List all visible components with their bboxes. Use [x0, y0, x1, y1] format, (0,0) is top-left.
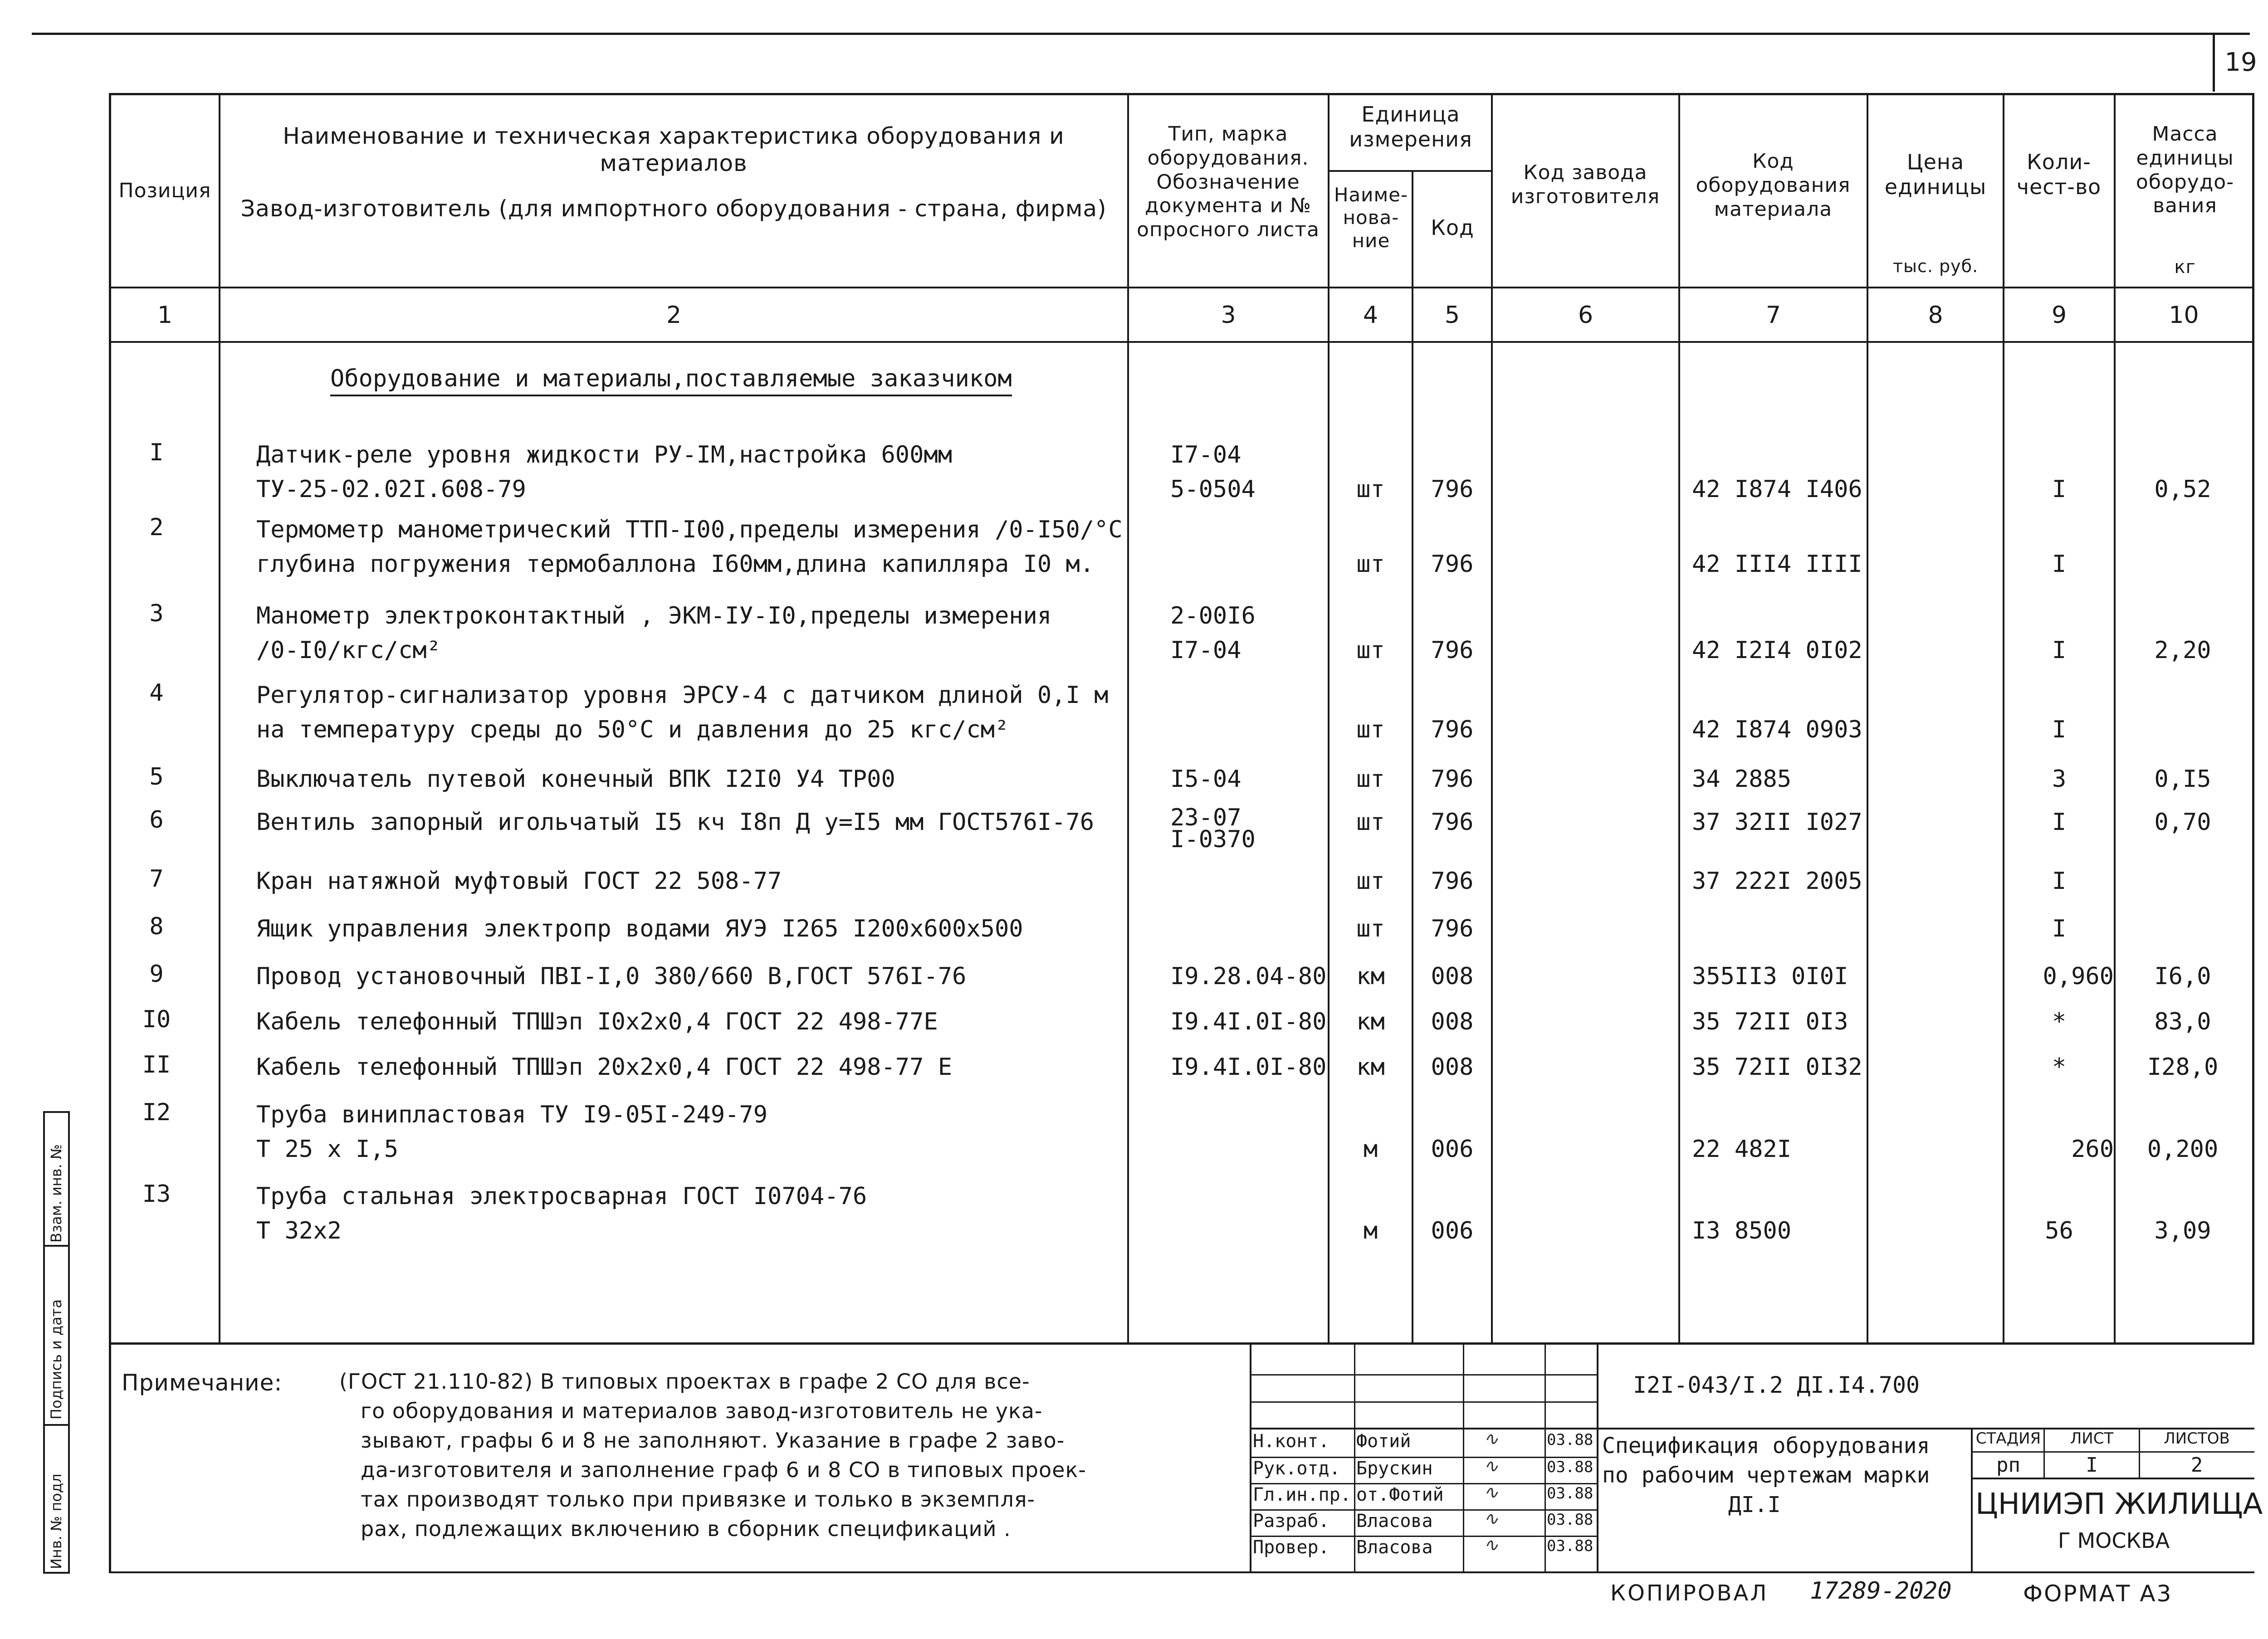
col-name-title: Наименование и техническая характеристика оборудования и материалов: [283, 123, 1065, 176]
row-unit-code: 008: [1431, 1008, 1474, 1035]
row-type: I9.28.04-80: [1170, 963, 1327, 990]
signer-role: Гл.ин.пр.: [1253, 1484, 1351, 1505]
row-unit-code: 796: [1431, 915, 1474, 942]
note-label: Примечание:: [122, 1370, 283, 1396]
row-name-line: Ящик управления электропр водами ЯУЭ I265 I200x600x500: [256, 915, 1023, 942]
row-type: I9.4I.0I-80: [1170, 1054, 1327, 1081]
sheets-value: 2: [2190, 1454, 2203, 1477]
col-mass: Масса единицы оборудо-вания: [2136, 122, 2234, 218]
row-mass: 0,I5: [2154, 766, 2211, 793]
signer-date: 03.88: [1547, 1511, 1593, 1529]
row-unit-code: 796: [1431, 809, 1474, 836]
row-qty: I: [2052, 476, 2067, 503]
row-name-line: Датчик-реле уровня жидкости РУ-IМ,настройка 600мм: [256, 441, 953, 468]
note-line: тах производят только при привязке и только в экземпля-: [361, 1487, 1036, 1512]
colnum-5: 5: [1444, 302, 1460, 329]
note-line: зывают, графы 6 и 8 не заполняют. Указание в графе 2 заво-: [361, 1428, 1065, 1453]
row-unit: м: [1363, 1217, 1378, 1244]
row-mass: I28,0: [2147, 1054, 2219, 1081]
signer-name: от.Фотий: [1356, 1484, 1444, 1505]
note-line: рах, подлежащих включению в сборник спецификаций .: [361, 1517, 1011, 1541]
col-price: Цена единицы: [1884, 150, 1987, 200]
col-qty: Коли-чест-во: [2016, 150, 2102, 200]
col-unit-name: Наиме-нова-ние: [1334, 184, 1408, 252]
signer-date: 03.88: [1547, 1458, 1593, 1476]
row-unit: м: [1363, 1136, 1378, 1163]
copy-number: 17289-20: [1810, 1577, 1924, 1605]
row-mass: 0,200: [2147, 1136, 2219, 1163]
col-price-unit: тыс. руб.: [1892, 256, 1979, 276]
row-unit: шт: [1356, 637, 1385, 664]
row-name-line: Труба винипластовая ТУ I9-05I-249-79: [256, 1101, 768, 1128]
signer-role: Рук.отд.: [1253, 1458, 1340, 1479]
colnum-6: 6: [1578, 302, 1593, 329]
col-unit-group: Единица измерения: [1349, 102, 1472, 152]
signer-date: 03.88: [1547, 1537, 1593, 1555]
row-position: I: [149, 439, 164, 466]
col-type-title: Тип, марка оборудования. Обозначение документа и № опросного листа: [1137, 122, 1320, 242]
row-unit: км: [1356, 1008, 1385, 1035]
row-unit-code: 796: [1431, 476, 1474, 503]
row-material-code: I3 8500: [1692, 1217, 1792, 1244]
side-label-replace: Взам. инв. №: [48, 1144, 65, 1243]
row-mass: 0,70: [2154, 809, 2211, 836]
row-type: 2-00I6: [1170, 602, 1256, 629]
row-qty: I: [2052, 716, 2067, 743]
note-line: го оборудования и материалов завод-изготовитель не ука-: [361, 1399, 1043, 1423]
row-name-line: Выключатель путевой конечный ВПК I2I0 У4 ТР00: [256, 766, 895, 793]
copied-label: КОПИРОВАЛ: [1610, 1580, 1769, 1606]
row-type: I9.4I.0I-80: [1170, 1008, 1327, 1035]
row-position: 9: [149, 961, 164, 988]
row-position: 6: [149, 806, 164, 834]
row-unit: шт: [1356, 766, 1385, 793]
signer-name: Власова: [1356, 1511, 1433, 1532]
signer-date: 03.88: [1547, 1431, 1593, 1449]
row-unit-code: 796: [1431, 551, 1474, 578]
row-material-code: 37 222I 2005: [1692, 868, 1862, 895]
row-type: I7-04: [1170, 441, 1242, 468]
row-unit: км: [1356, 1054, 1385, 1081]
col-name-subtitle: Завод-изготовитель (для импортного оборудования - страна, фирма): [240, 195, 1107, 222]
side-label-inv: Инв. № подл: [48, 1473, 65, 1569]
page-number-box-left: [2213, 33, 2215, 92]
signer-name: Фотий: [1356, 1431, 1411, 1452]
colnum-9: 9: [2051, 302, 2067, 329]
doc-code: I2I-043/I.2 ДI.I4.700: [1633, 1372, 1920, 1398]
row-position: 7: [149, 865, 164, 893]
row-unit: шт: [1356, 809, 1385, 836]
row-qty: I: [2052, 551, 2067, 578]
col-material-code: Код оборудования материала: [1696, 150, 1851, 221]
colnum-2: 2: [666, 302, 682, 329]
signer-name: Власова: [1356, 1537, 1433, 1558]
row-name-line: ТУ-25-02.02I.608-79: [256, 476, 526, 503]
row-position: 4: [149, 679, 164, 707]
signer-role: Н.конт.: [1253, 1431, 1330, 1452]
row-unit-code: 796: [1431, 766, 1474, 793]
format-label: ФОРМАТ А3: [2023, 1580, 2173, 1607]
doc-title-3: ДI.I: [1728, 1492, 1781, 1517]
signature-mark-icon: ∿: [1483, 1456, 1499, 1477]
row-material-code: 42 III4 IIII: [1692, 551, 1862, 578]
sheet-label: ЛИСТ: [2070, 1429, 2114, 1448]
row-unit-code: 796: [1431, 868, 1474, 895]
row-unit-code: 008: [1431, 1054, 1474, 1081]
sheet-value: I: [2086, 1454, 2098, 1477]
row-mass: 83,0: [2154, 1008, 2211, 1035]
row-mass: 3,09: [2154, 1217, 2211, 1244]
signature-mark-icon: ∿: [1483, 1535, 1499, 1556]
colnum-8: 8: [1928, 302, 1943, 329]
stage-label: СТАДИЯ: [1975, 1429, 2041, 1448]
stage-value: рп: [1996, 1454, 2020, 1477]
row-material-code: 42 I2I4 0I02: [1692, 637, 1862, 664]
row-position: I2: [142, 1099, 171, 1126]
doc-title-2: по рабочим чертежам марки: [1602, 1463, 1930, 1488]
row-type: I7-04: [1170, 637, 1242, 664]
signer-date: 03.88: [1547, 1484, 1593, 1502]
sheets-label: ЛИСТОВ: [2164, 1429, 2230, 1448]
row-material-code: 35 72II 0I3: [1692, 1008, 1848, 1035]
row-name-line: Кран натяжной муфтовый ГОСТ 22 508-77: [256, 868, 782, 895]
row-position: I0: [142, 1006, 171, 1033]
top-rule: [32, 33, 2250, 35]
row-name-line: Термометр манометрический ТТП-I00,пределы измерения /0-I50/°С: [256, 516, 1123, 543]
row-name-line: Кабель телефонный ТПШэп I0x2x0,4 ГОСТ 22 498-77Е: [256, 1008, 938, 1035]
page-number: 19: [2224, 48, 2257, 77]
row-material-code: 35 72II 0I32: [1692, 1054, 1862, 1081]
row-name-line: Вентиль запорный игольчатый I5 кч I8п Д у=I5 мм ГОСТ576I-76: [256, 809, 1095, 836]
row-qty: *: [2052, 1008, 2067, 1035]
row-qty: I: [2052, 915, 2067, 942]
row-name-line: Регулятор-сигнализатор уровня ЭРСУ-4 с датчиком длиной 0,I м: [256, 682, 1109, 709]
row-unit-code: 006: [1431, 1217, 1474, 1244]
row-name-line: Труба стальная электросварная ГОСТ I0704-76: [256, 1183, 867, 1210]
col-mass-unit: кг: [2174, 257, 2196, 278]
row-mass: 2,20: [2154, 637, 2211, 664]
row-name-line: Т 25 х I,5: [256, 1136, 399, 1163]
copy-sheet: 20: [1923, 1577, 1952, 1605]
row-name-line: Кабель телефонный ТПШэп 20x2x0,4 ГОСТ 22 498-77 Е: [256, 1054, 953, 1081]
row-position: 5: [149, 763, 164, 790]
row-unit-code: 008: [1431, 963, 1474, 990]
colnum-10: 10: [2169, 302, 2199, 329]
row-unit: шт: [1356, 551, 1385, 578]
org-city: Г МОСКВА: [2058, 1528, 2170, 1553]
row-name-line: Т 32x2: [256, 1217, 342, 1244]
row-position: 2: [149, 514, 164, 541]
row-unit: шт: [1356, 915, 1385, 942]
row-qty: I: [2052, 637, 2067, 664]
doc-title-1: Спецификация оборудования: [1602, 1433, 1930, 1459]
note-line: (ГОСТ 21.110-82) В типовых проектах в графе 2 СО для все-: [339, 1369, 1030, 1394]
row-type: I-0370: [1170, 826, 1256, 853]
row-unit-code: 796: [1431, 637, 1474, 664]
signer-name: Брускин: [1356, 1458, 1433, 1479]
colnum-1: 1: [157, 302, 173, 329]
row-qty: 0,960: [2043, 963, 2114, 990]
row-mass: I6,0: [2154, 963, 2211, 990]
row-material-code: 37 32II I027: [1692, 809, 1862, 836]
col-position-title: Позиция: [118, 179, 211, 202]
row-name-line: /0-I0/кгс/см²: [256, 637, 441, 664]
row-unit: км: [1356, 963, 1385, 990]
org-name: ЦНИИЭП ЖИЛИЩА: [1975, 1488, 2263, 1521]
signer-role: Разраб.: [1253, 1511, 1330, 1532]
row-qty: *: [2052, 1054, 2067, 1081]
row-unit: шт: [1356, 716, 1385, 743]
row-name-line: Манометр электроконтактный , ЭКМ-IУ-I0,пределы измерения: [256, 602, 1052, 629]
colnum-4: 4: [1363, 302, 1378, 329]
row-name-line: Провод установочный ПВI-I,0 380/660 В,ГОСТ 576I-76: [256, 963, 967, 990]
row-material-code: 355II3 0I0I: [1692, 963, 1848, 990]
row-qty: 56: [2045, 1217, 2073, 1244]
row-name-line: глубина погружения термобаллона I60мм,длина капилляра I0 м.: [256, 551, 1095, 578]
row-position: I3: [142, 1180, 171, 1208]
row-mass: 0,52: [2154, 476, 2211, 503]
row-type: I5-04: [1170, 766, 1242, 793]
colnum-3: 3: [1221, 302, 1236, 329]
row-material-code: 42 I874 0903: [1692, 716, 1862, 743]
signature-mark-icon: ∿: [1483, 1429, 1499, 1449]
row-material-code: 34 2885: [1692, 766, 1792, 793]
row-unit: шт: [1356, 868, 1385, 895]
section-title: Оборудование и материалы,поставляемые заказчиком: [330, 363, 1012, 396]
note-line: да-изготовителя и заполнение граф 6 и 8 СО в типовых проек-: [361, 1458, 1086, 1482]
row-unit-code: 796: [1431, 716, 1474, 743]
col-unit-code: Код: [1431, 215, 1474, 240]
row-qty: I: [2052, 809, 2067, 836]
row-position: 3: [149, 600, 164, 627]
row-position: 8: [149, 913, 164, 940]
row-material-code: 42 I874 I406: [1692, 476, 1862, 503]
signature-mark-icon: ∿: [1483, 1482, 1499, 1503]
row-qty: 260: [2071, 1136, 2114, 1163]
side-label-signature: Подпись и дата: [48, 1299, 65, 1419]
row-qty: I: [2052, 868, 2067, 895]
row-name-line: на температуру среды до 50°С и давления до 25 кгс/см²: [256, 716, 1009, 743]
row-type: 5-0504: [1170, 476, 1256, 503]
row-qty: 3: [2052, 766, 2067, 793]
signature-mark-icon: ∿: [1483, 1508, 1499, 1529]
row-unit-code: 006: [1431, 1136, 1474, 1163]
signer-role: Провер.: [1253, 1537, 1330, 1558]
col-factory-code: Код завода изготовителя: [1510, 161, 1660, 208]
row-type: 23-07: [1170, 804, 1242, 831]
row-material-code: 22 482I: [1692, 1136, 1792, 1163]
row-position: II: [142, 1051, 171, 1078]
colnum-7: 7: [1765, 302, 1781, 329]
row-unit: шт: [1356, 476, 1385, 503]
